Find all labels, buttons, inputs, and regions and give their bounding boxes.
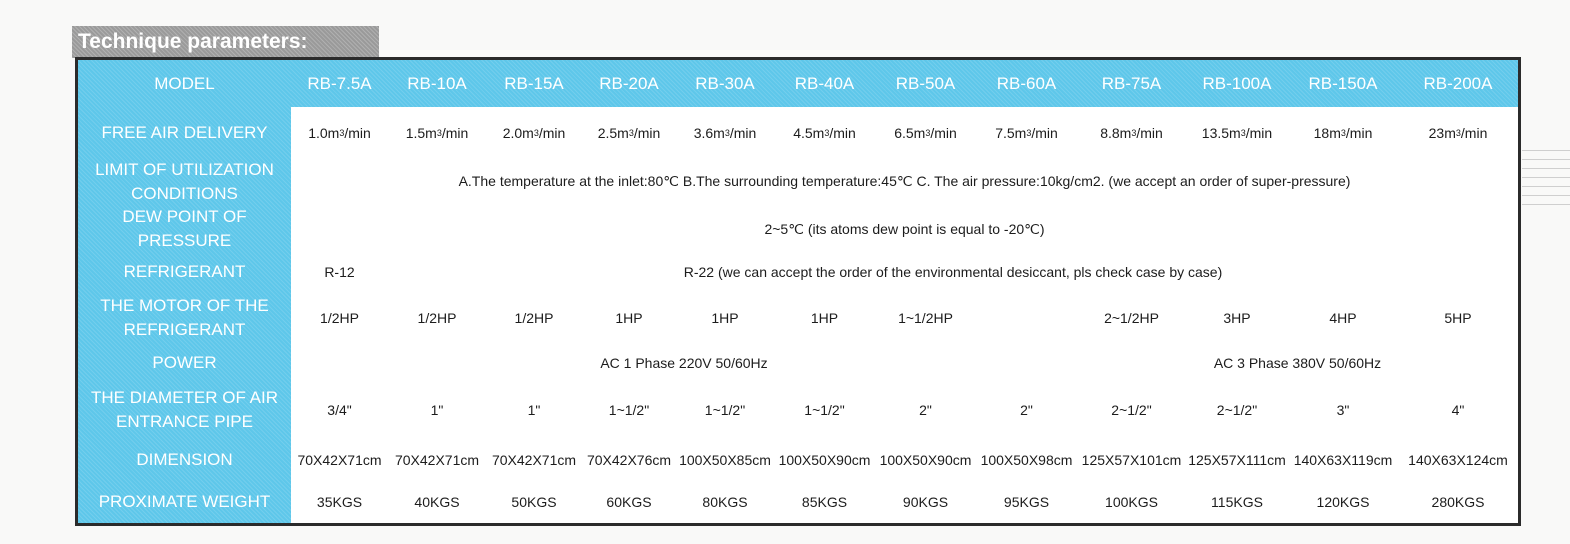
dimension-cell: 70X42X71cm [394, 452, 480, 468]
free-air-delivery-cell: 1.0 m 3 /min [308, 125, 371, 141]
free-air-delivery-cell: 3.6 m 3 /min [693, 125, 757, 141]
dimension-cell: 100X50X90cm [778, 452, 871, 468]
weight-cell: 50KGS [511, 493, 557, 510]
pipe-diameter-cell: 1~1/2" [704, 402, 746, 418]
unit-suffix: /min [344, 125, 371, 141]
row-label-motor: THE MOTOR OF THE REFRIGERANT [100, 295, 269, 339]
row-label-free-air-delivery: FREE AIR DELIVERY [101, 123, 268, 142]
section-title: Technique parameters: [72, 26, 379, 58]
refrigerant-first: R-12 [324, 264, 355, 280]
motor-cell: 1~1/2HP [898, 309, 953, 326]
free-air-delivery-cell: 18 m 3 /min [1313, 125, 1373, 141]
free-air-delivery-value: 1.5 [405, 125, 426, 141]
free-air-delivery-value: 18 [1313, 125, 1330, 141]
free-air-delivery-value: 13.5 [1201, 125, 1230, 141]
model-header: RB-30A [695, 73, 755, 93]
free-air-delivery-cell: 4.5 m 3 /min [793, 125, 856, 141]
unit-suffix: /min [1136, 125, 1163, 141]
weight-cell: 35KGS [316, 493, 363, 510]
row-label-weight: PROXIMATE WEIGHT [98, 491, 271, 511]
motor-cell: 1/2HP [417, 309, 457, 326]
dew-point-text: 2~5℃ (its atoms dew point is equal to -20℃) [764, 220, 1045, 237]
row-label-refrigerant: REFRIGERANT [123, 262, 246, 281]
model-header: RB-20A [599, 73, 659, 93]
motor-cell: 5HP [1444, 309, 1472, 326]
motor-cell: 1HP [711, 309, 739, 326]
free-air-delivery-value: 6.5 [894, 125, 914, 141]
motor-cell: 2~1/2HP [1104, 309, 1159, 326]
power-three-phase: AC 3 Phase 380V 50/60Hz [1213, 354, 1382, 371]
pipe-diameter-cell: 4" [1451, 402, 1465, 418]
unit-suffix: /min [633, 125, 661, 141]
free-air-delivery-cell: 6.5 m 3 /min [894, 125, 957, 141]
unit-prefix: m [617, 125, 629, 141]
refrigerant-rest: R-22 (we can accept the order of the environmental desiccant, pls check case by case) [683, 264, 1223, 280]
motor-cell [976, 290, 1077, 345]
row-label-dew-point: DEW POINT OF PRESSURE [122, 207, 247, 250]
dimension-cell: 140X63X124cm [1408, 452, 1508, 468]
row-label-dimension: DIMENSION [136, 450, 233, 469]
pipe-diameter-cell: 3/4" [327, 402, 352, 418]
row-label-pipe-diameter: THE DIAMETER OF AIR ENTRANCE PIPE [90, 388, 279, 431]
row-label-power: POWER [152, 352, 217, 372]
unit-suffix: /min [1245, 125, 1273, 141]
free-air-delivery-value: 8.8 [1100, 125, 1120, 141]
unit-prefix: m [913, 125, 926, 141]
model-header: RB-40A [794, 73, 855, 93]
model-header: RB-50A [895, 73, 956, 93]
unit-prefix: m [1014, 125, 1027, 141]
motor-cell: 1HP [615, 309, 643, 326]
free-air-delivery-value: 2.0 [502, 125, 523, 141]
weight-cell: 115KGS [1211, 493, 1263, 510]
unit-prefix: m [812, 125, 825, 141]
free-air-delivery-cell: 23 m 3 /min [1428, 125, 1488, 141]
unit-prefix: m [1119, 125, 1132, 141]
free-air-delivery-cell: 13.5 m 3 /min [1201, 125, 1273, 141]
dimension-cell: 100X50X90cm [879, 452, 972, 468]
model-header: RB-15A [504, 73, 564, 93]
pipe-diameter-cell: 2" [1020, 402, 1033, 418]
power-single-phase: AC 1 Phase 220V 50/60Hz [600, 354, 768, 371]
free-air-delivery-value: 3.6 [693, 125, 714, 141]
weight-cell: 100KGS [1105, 493, 1158, 510]
dimension-cell: 125X57X111cm [1188, 452, 1286, 468]
unit-prefix: m [713, 125, 725, 141]
pipe-diameter-cell: 1" [430, 402, 444, 418]
dimension-cell: 100X50X85cm [679, 452, 771, 468]
motor-cell: 3HP [1223, 309, 1251, 326]
unit-prefix: m [1444, 125, 1456, 141]
pipe-diameter-cell: 2~1/2" [1216, 402, 1258, 418]
free-air-delivery-value: 23 [1428, 125, 1445, 141]
free-air-delivery-value: 7.5 [995, 125, 1015, 141]
unit-prefix: m [522, 125, 534, 141]
unit-prefix: m [1329, 125, 1341, 141]
unit-suffix: /min [729, 125, 757, 141]
weight-cell: 95KGS [1003, 493, 1050, 510]
unit-suffix: /min [1031, 125, 1058, 141]
free-air-delivery-cell: 2.0 m 3 /min [502, 125, 566, 141]
dimension-cell: 125X57X101cm [1081, 452, 1182, 468]
unit-suffix: /min [829, 125, 856, 141]
free-air-delivery-value: 2.5 [597, 125, 618, 141]
pipe-diameter-cell: 1~1/2" [804, 402, 845, 418]
weight-cell: 120KGS [1316, 493, 1370, 510]
limit-conditions-text: A.The temperature at the inlet:80℃ B.The surrounding temperature:45℃ C. The air pressure:10kg/cm2. (we accept an order of super-pressure) [458, 173, 1351, 189]
model-header: RB-7.5A [307, 73, 372, 93]
free-air-delivery-cell: 1.5 m 3 /min [405, 125, 469, 141]
row-label-limit-conditions: LIMIT OF UTILIZATION CONDITIONS [95, 159, 274, 203]
parameters-table [75, 57, 1521, 526]
weight-cell: 60KGS [606, 493, 652, 510]
unit-suffix: /min [538, 125, 566, 141]
dimension-cell: 70X42X71cm [491, 452, 577, 468]
motor-cell: 1/2HP [514, 309, 554, 326]
dimension-cell: 70X42X76cm [586, 452, 672, 468]
model-header: RB-75A [1101, 73, 1162, 93]
weight-cell: 280KGS [1431, 493, 1485, 510]
dimension-cell: 70X42X71cm [297, 452, 382, 468]
motor-cell: 4HP [1329, 309, 1357, 326]
model-header: RB-60A [996, 73, 1057, 93]
motor-cell: 1/2HP [320, 309, 359, 326]
free-air-delivery-cell: 2.5 m 3 /min [597, 125, 661, 141]
free-air-delivery-value: 4.5 [793, 125, 813, 141]
row-label-model: MODEL [154, 73, 215, 93]
unit-prefix: m [425, 125, 437, 141]
weight-cell: 90KGS [902, 493, 949, 510]
free-air-delivery-cell: 7.5 m 3 /min [995, 125, 1058, 141]
model-header: RB-150A [1308, 73, 1378, 93]
pipe-diameter-cell: 3" [1336, 402, 1350, 418]
free-air-delivery-cell: 8.8 m 3 /min [1100, 125, 1163, 141]
unit-suffix: /min [930, 125, 957, 141]
pipe-diameter-cell: 2" [919, 402, 932, 418]
pipe-diameter-cell: 2~1/2" [1111, 402, 1152, 418]
weight-cell: 40KGS [414, 493, 460, 510]
weight-cell: 85KGS [801, 493, 848, 510]
motor-cell: 1HP [810, 309, 839, 326]
model-header: RB-100A [1202, 73, 1272, 93]
free-air-delivery-value: 1.0 [308, 125, 328, 141]
unit-suffix: /min [441, 125, 469, 141]
unit-prefix: m [1229, 125, 1241, 141]
model-header: RB-200A [1423, 73, 1493, 93]
model-header: RB-10A [407, 73, 467, 93]
dimension-cell: 100X50X98cm [980, 452, 1073, 468]
edge-rule-lines [1522, 150, 1570, 210]
unit-suffix: /min [1460, 125, 1488, 141]
weight-cell: 80KGS [702, 493, 748, 510]
pipe-diameter-cell: 1~1/2" [608, 402, 650, 418]
dimension-cell: 140X63X119cm [1293, 452, 1393, 468]
unit-prefix: m [327, 125, 340, 141]
pipe-diameter-cell: 1" [527, 402, 541, 418]
unit-suffix: /min [1345, 125, 1373, 141]
